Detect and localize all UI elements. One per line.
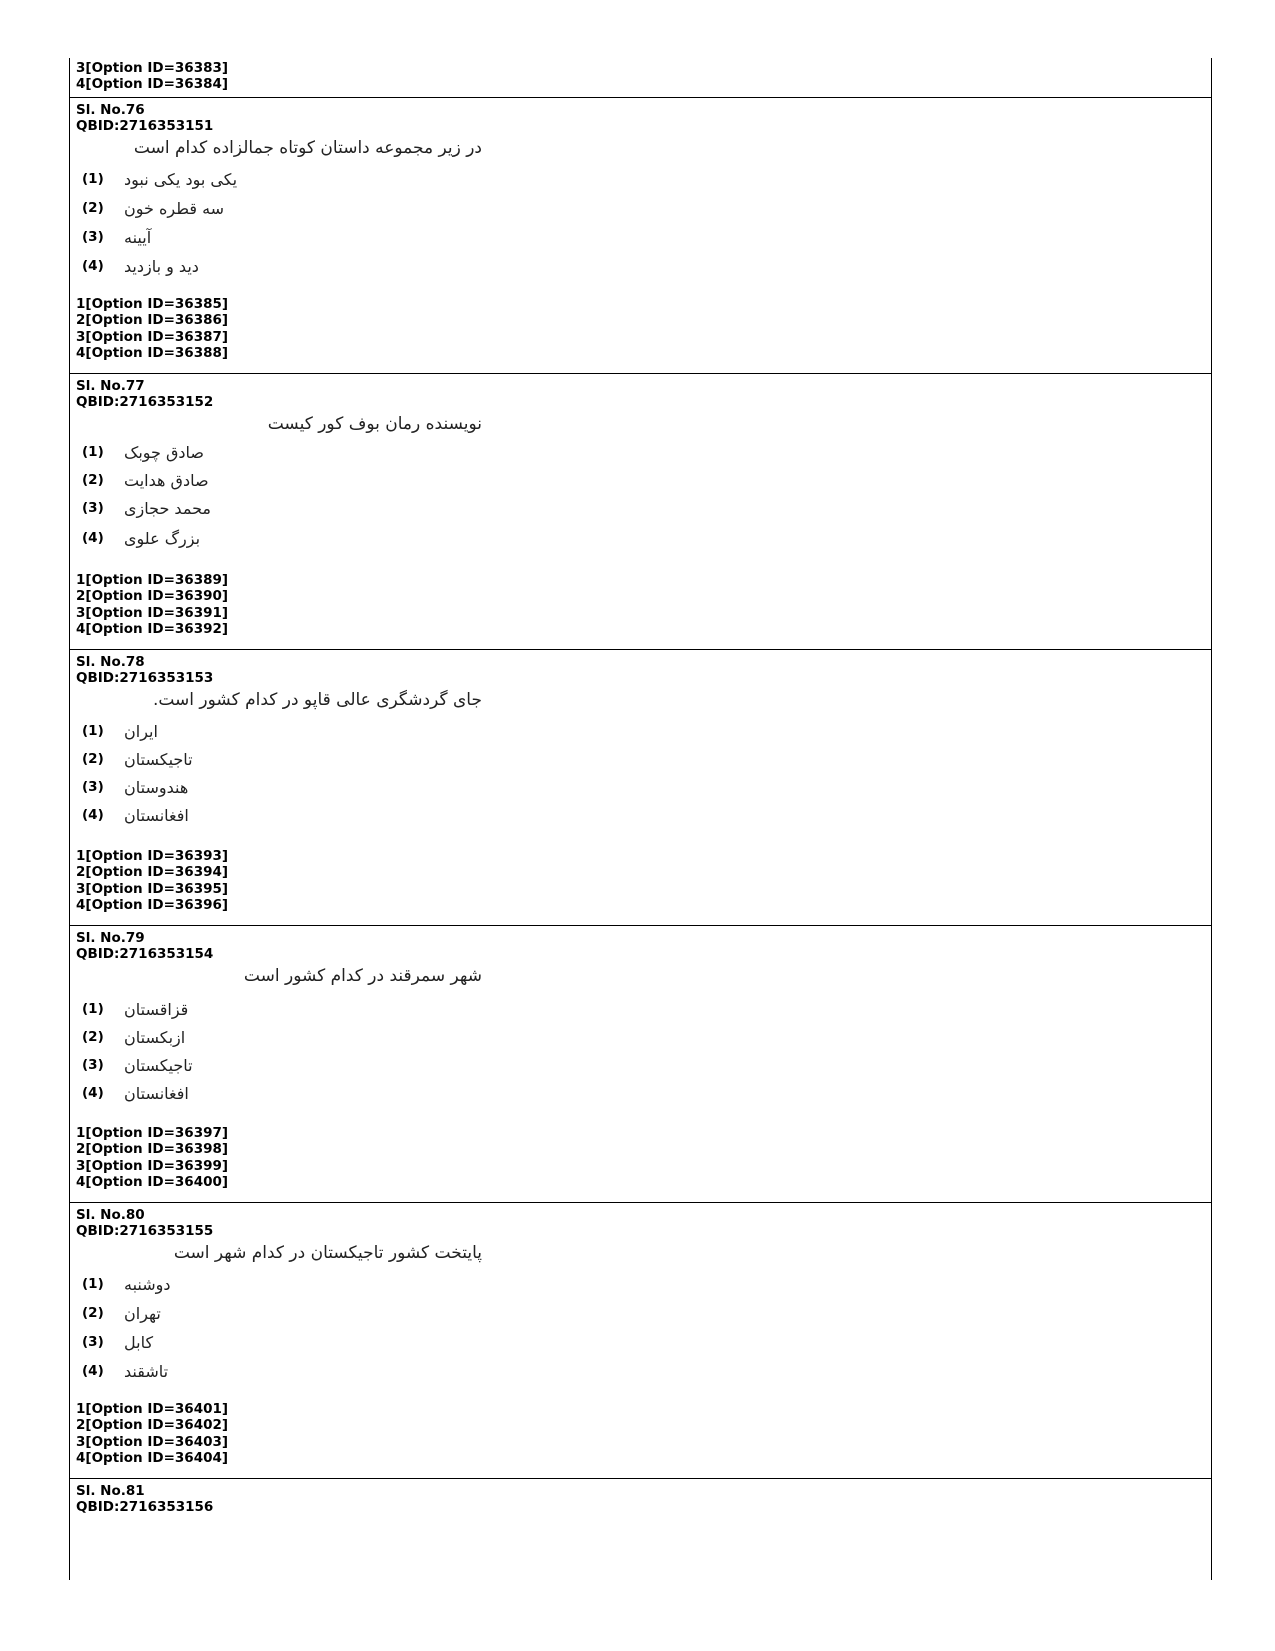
serial-number: Sl. No.80 xyxy=(76,1207,145,1223)
option-id: 2[Option ID=36394] xyxy=(76,864,229,881)
option-id: 1[Option ID=36385] xyxy=(76,296,229,312)
option-id: 3[Option ID=36395] xyxy=(76,880,229,897)
serial-number: Sl. No.76 xyxy=(76,102,145,118)
option-text: کابل xyxy=(124,1332,154,1352)
option-id: 3[Option ID=36399] xyxy=(76,1157,229,1174)
option-id: 1[Option ID=36401] xyxy=(76,1401,229,1417)
option-number: (2) xyxy=(82,472,104,488)
option-id: 4[Option ID=36400] xyxy=(76,1173,229,1190)
option-text: افغانستان xyxy=(124,805,189,825)
question-block-76 xyxy=(70,98,1211,373)
option-id: 2[Option ID=36402] xyxy=(76,1417,229,1434)
option-id: 4[Option ID=36404] xyxy=(76,1449,229,1466)
option-id: 4[Option ID=36384] xyxy=(76,76,229,93)
qbid: QBID:2716353152 xyxy=(76,394,214,411)
option-text: افغانستان xyxy=(124,1083,189,1103)
option-4 xyxy=(82,1360,168,1382)
option-2 xyxy=(82,197,224,219)
option-2 xyxy=(82,1302,161,1324)
option-number: (4) xyxy=(82,530,104,546)
prev-question-option-ids xyxy=(70,60,1211,93)
option-text: یکی بود یکی نبود xyxy=(124,169,238,189)
option-id-list xyxy=(70,848,228,913)
question-block-79 xyxy=(70,926,1211,1202)
option-number: (4) xyxy=(82,807,104,823)
option-number: (3) xyxy=(82,1334,104,1350)
option-2 xyxy=(82,469,209,491)
option-1 xyxy=(82,720,158,742)
question-block-80 xyxy=(70,1203,1211,1478)
option-text: تاجیکستان xyxy=(124,1055,193,1075)
option-id: 4[Option ID=36392] xyxy=(76,620,229,637)
option-id: 1[Option ID=36389] xyxy=(76,572,229,588)
option-id: 2[Option ID=36398] xyxy=(76,1141,229,1158)
option-number: (2) xyxy=(82,751,104,767)
option-id-list xyxy=(70,1401,228,1466)
option-number: (1) xyxy=(82,1276,104,1292)
option-text: ازبکستان xyxy=(124,1027,186,1047)
option-number: (4) xyxy=(82,258,104,274)
qbid: QBID:2716353153 xyxy=(76,670,214,687)
option-1 xyxy=(82,441,204,463)
option-text: تهران xyxy=(124,1303,161,1323)
qbid: QBID:2716353154 xyxy=(76,946,214,963)
option-text: قزاقستان xyxy=(124,999,189,1019)
option-2 xyxy=(82,1026,185,1048)
question-text: نویسنده رمان بوف کور کیست xyxy=(267,414,482,434)
question-block-77 xyxy=(70,374,1211,649)
option-text: تاشقند xyxy=(124,1361,169,1381)
question-text: شهر سمرقند در کدام کشور است xyxy=(243,966,482,986)
option-text: هندوستان xyxy=(124,777,189,797)
option-number: (1) xyxy=(82,444,104,460)
option-3 xyxy=(82,226,151,248)
option-id-list xyxy=(70,572,228,637)
option-number: (3) xyxy=(82,779,104,795)
option-text: ایران xyxy=(124,721,158,741)
option-number: (2) xyxy=(82,1029,104,1045)
option-text: دوشنبه xyxy=(124,1274,171,1294)
option-text: محمد حجازی xyxy=(124,498,211,518)
option-number: (3) xyxy=(82,1057,104,1073)
option-text: آیینه xyxy=(124,227,152,247)
option-id: 4[Option ID=36396] xyxy=(76,896,229,913)
option-3 xyxy=(82,497,211,519)
qbid: QBID:2716353151 xyxy=(76,118,214,135)
option-text: سه قطره خون xyxy=(124,198,225,218)
option-id: 3[Option ID=36387] xyxy=(76,328,229,345)
option-number: (3) xyxy=(82,229,104,245)
serial-number: Sl. No.81 xyxy=(76,1483,145,1499)
option-text: بزرگ علوی xyxy=(124,528,201,548)
option-id: 3[Option ID=36403] xyxy=(76,1433,229,1450)
option-1 xyxy=(82,998,188,1020)
question-block-81 xyxy=(70,1479,1211,1516)
option-id: 2[Option ID=36390] xyxy=(76,588,229,605)
option-4 xyxy=(82,804,189,826)
question-text: در زیر مجموعه داستان کوتاه جمالزاده کدام است xyxy=(133,138,482,158)
question-table xyxy=(69,58,1212,1580)
qbid: QBID:2716353155 xyxy=(76,1223,214,1240)
option-id-list xyxy=(70,296,228,361)
serial-number: Sl. No.77 xyxy=(76,378,145,394)
option-number: (3) xyxy=(82,500,104,516)
option-3 xyxy=(82,776,188,798)
option-id: 1[Option ID=36393] xyxy=(76,848,229,864)
serial-number: Sl. No.79 xyxy=(76,930,145,946)
option-number: (2) xyxy=(82,200,104,216)
option-2 xyxy=(82,748,193,770)
option-id: 3[Option ID=36383] xyxy=(76,60,229,76)
option-id-list xyxy=(70,1125,228,1190)
option-1 xyxy=(82,168,237,190)
option-text: تاجیکستان xyxy=(124,749,193,769)
option-4 xyxy=(82,255,199,277)
option-id: 3[Option ID=36391] xyxy=(76,604,229,621)
question-block-78 xyxy=(70,650,1211,925)
option-id: 2[Option ID=36386] xyxy=(76,312,229,329)
question-text: جای گردشگری عالی قاپو در کدام کشور است. xyxy=(152,690,482,710)
option-id: 4[Option ID=36388] xyxy=(76,344,229,361)
option-3 xyxy=(82,1331,153,1353)
option-4 xyxy=(82,527,200,549)
option-number: (1) xyxy=(82,171,104,187)
option-id: 1[Option ID=36397] xyxy=(76,1125,229,1141)
serial-number: Sl. No.78 xyxy=(76,654,145,670)
option-number: (4) xyxy=(82,1085,104,1101)
question-text: پایتخت کشور تاجیکستان در کدام شهر است xyxy=(173,1243,482,1263)
option-number: (1) xyxy=(82,1001,104,1017)
option-text: صادق چوبک xyxy=(124,442,205,462)
option-number: (4) xyxy=(82,1363,104,1379)
option-number: (1) xyxy=(82,723,104,739)
option-number: (2) xyxy=(82,1305,104,1321)
option-3 xyxy=(82,1054,193,1076)
option-1 xyxy=(82,1273,171,1295)
option-text: دید و بازدید xyxy=(124,256,199,276)
qbid: QBID:2716353156 xyxy=(76,1499,214,1516)
option-4 xyxy=(82,1082,189,1104)
option-text: صادق هدایت xyxy=(124,470,209,490)
